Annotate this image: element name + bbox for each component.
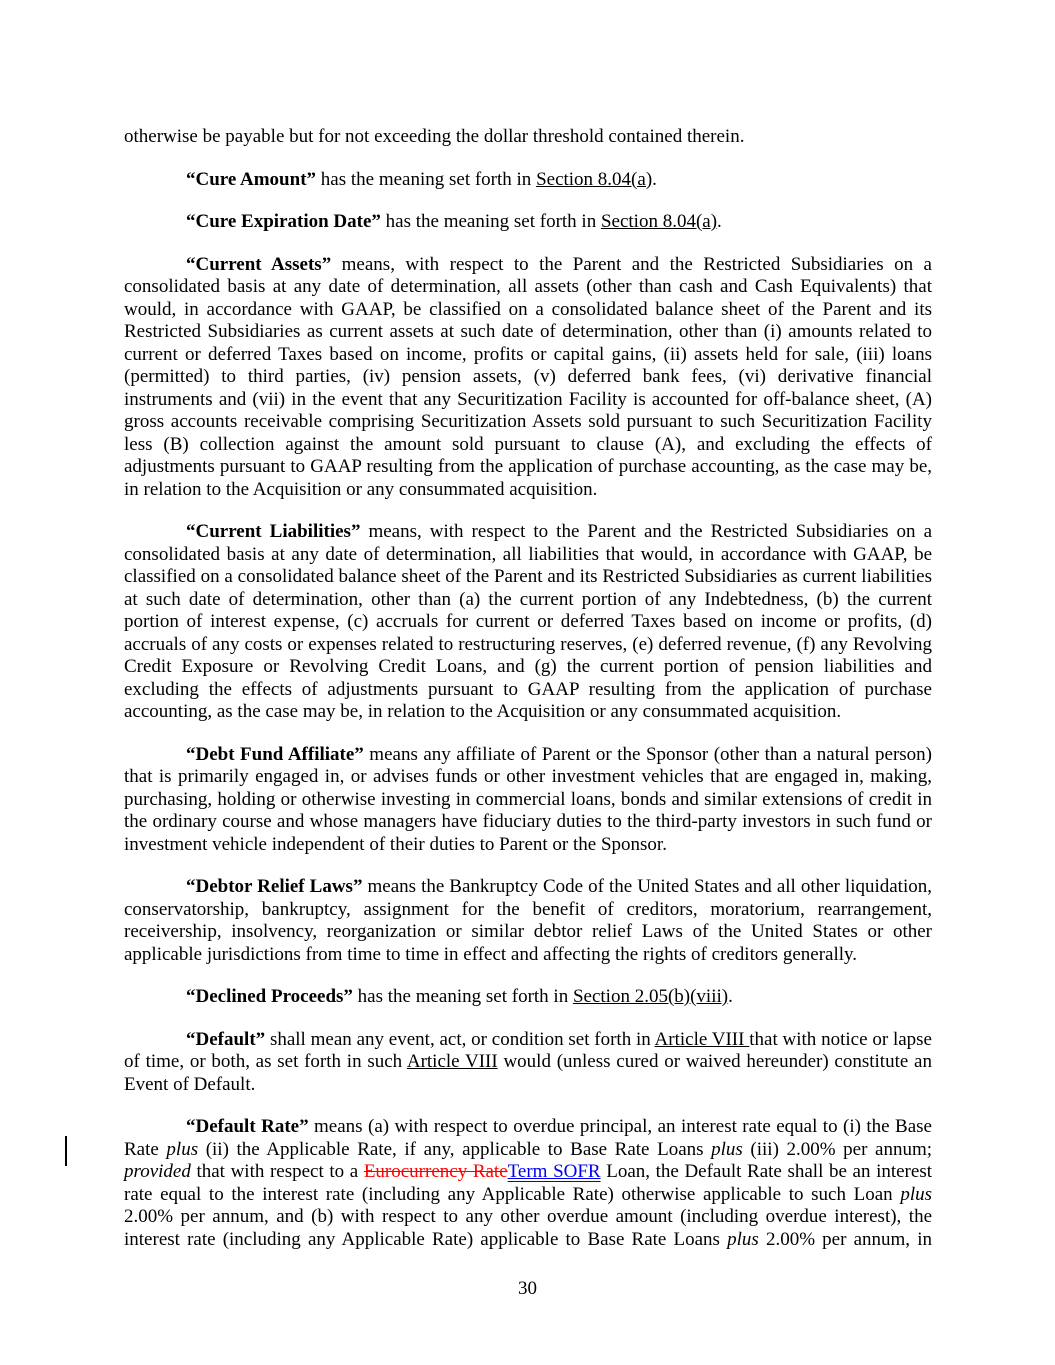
text-run: has the meaning set forth in (380, 211, 601, 232)
text-run: . (728, 986, 733, 1007)
defined-term: “Debtor Relief Laws” (186, 876, 363, 897)
text-run: (iii) 2.00% per annum; (742, 1138, 933, 1160)
page-number: 30 (518, 1278, 537, 1299)
text-run: 2.00% per annum, and (b) with respect to any other overdue amount (including overdue interest), the interest rate (including any Applicable Rate) applicable to Base Rate Loans (124, 1206, 932, 1250)
paragraph (124, 521, 932, 724)
text-run: that with respect to a (190, 1161, 364, 1182)
text-run: otherwise be payable but for not exceeding the dollar threshold contained therein. (124, 126, 745, 147)
defined-term: “Debt Fund Affiliate” (186, 743, 364, 765)
paragraph (124, 744, 932, 857)
defined-term: “Cure Expiration Date” (186, 211, 381, 232)
text-run: plus (166, 1138, 199, 1160)
paragraph (124, 169, 932, 192)
paragraph (124, 876, 932, 966)
section-reference: Section 8.04(a) (536, 168, 653, 190)
defined-term: “Default Rate” (186, 1116, 309, 1137)
text-run: that with notice or lapse of time, or both, as set forth in such (124, 1028, 932, 1072)
text-run: has the meaning set forth in (352, 986, 573, 1007)
text-run: shall mean any event, act, or condition set forth in (265, 1028, 655, 1050)
paragraph (124, 1029, 932, 1097)
paragraph (124, 211, 932, 234)
paragraph (124, 986, 932, 1009)
defined-term: “Current Assets” (186, 253, 332, 275)
defined-term: “Cure Amount” (186, 168, 317, 190)
section-reference: Section 2.05(b)(viii) (572, 986, 729, 1007)
redline-deletion: Eurocurrency Rate (363, 1161, 508, 1182)
document-body (124, 126, 932, 1271)
text-run: Loan, the Default Rate shall be an interest rate equal to the interest rate (including any Applicable Rate) otherwise applicable to such Loan (124, 1161, 932, 1205)
redline-insertion: Term SOFR (507, 1161, 601, 1182)
text-run: means, with respect to the Parent and the Restricted Subsidiaries on a consolidated basis at any date of determination, all liabilities that would, in accordance with GAAP, be classified on a consolidated balance sheet of the Parent and its Restricted Subsidiaries as current liabilities at such date of determination, other than (a) the current portion of any Indebtedness, (b) the current portion of interest expense, (c) accruals for current or deferred Taxes based on income or profits, (d) accruals of any costs or expenses related to restructuring reserves, (e) deferred revenue, (f) any Revolving Credit Exposure or Revolving Credit Loans, and (g) the current portion of pension liabilities and excluding the effects of adjustments pursuant to GAAP resulting from the application of purchase accounting, as the case may be, in relation to the Acquisition or any consummated acquisition. (124, 521, 933, 722)
text-run: 2.00% per annum, in (758, 1228, 932, 1250)
text-run: has the meaning set forth in (316, 168, 537, 190)
defined-term: “Default” (186, 1028, 266, 1050)
change-bar-marker (65, 1136, 67, 1166)
paragraph (124, 254, 932, 502)
text-run: (ii) the Applicable Rate, if any, applicable to Base Rate Loans (198, 1138, 712, 1160)
section-reference: Article VIII (406, 1051, 498, 1072)
text-run: . (717, 211, 722, 232)
text-run: plus (900, 1183, 932, 1205)
section-reference: Article VIII (654, 1028, 750, 1050)
text-run: provided (124, 1161, 191, 1182)
text-run: plus (727, 1228, 759, 1250)
text-run: would (unless cured or waived hereunder) constitute an Event of Default. (124, 1051, 932, 1095)
defined-term: “Declined Proceeds” (186, 986, 353, 1007)
defined-term: “Current Liabilities” (186, 521, 361, 542)
text-run: means the Bankruptcy Code of the United States and all other liquidation, conservatorship, bankruptcy, assignment for the benefit of creditors, moratorium, rearrangement, receivership, insolvency, reorganization or similar debtor relief Laws of the United States or other applicable jurisdictions from time to time in effect and affecting the rights of creditors generally. (124, 876, 932, 965)
paragraph (124, 1116, 932, 1251)
text-run: plus (711, 1138, 743, 1160)
paragraph (124, 126, 932, 149)
text-run: means (a) with respect to overdue principal, an interest rate equal to (i) the Base Rate (124, 1116, 932, 1160)
text-run: means, with respect to the Parent and the Restricted Subsidiaries on a consolidated basis at any date of determination, all assets (other than cash and Cash Equivalents) that would, in accordance with GAAP, be classified on a consolidated balance sheet of the Parent and its Restricted Subsidiaries as current assets at such date of determination, other than (i) amounts related to current or deferred Taxes based on income, profits or capital gains, (ii) assets held for sale, (iii) loans (permitted) to third parties, (iv) pension assets, (v) deferred bank fees, (vi) derivative financial instruments and (vii) in the event that any Securitization Facility is accounted for off-balance sheet, (A) gross accounts receivable comprising Securitization Assets sold pursuant to such Securitization Facility less (B) collection against the amount sold pursuant to clause (A), and excluding the effects of adjustments pursuant to GAAP resulting from the application of purchase accounting, as the case may be, in relation to the Acquisition or any consummated acquisition. (124, 253, 932, 500)
section-reference: Section 8.04(a) (600, 211, 718, 232)
text-run: . (652, 168, 657, 190)
text-run: means any affiliate of Parent or the Sponsor (other than a natural person) that is primarily engaged in, or advises funds or other investment vehicles that are engaged in, making, purchasing, holding or otherwise investing in commercial loans, bonds and similar extensions of credit in the ordinary course and whose managers have fiduciary duties to the third-party investors in such fund or investment vehicle independent of their duties to Parent or the Sponsor. (124, 743, 932, 855)
